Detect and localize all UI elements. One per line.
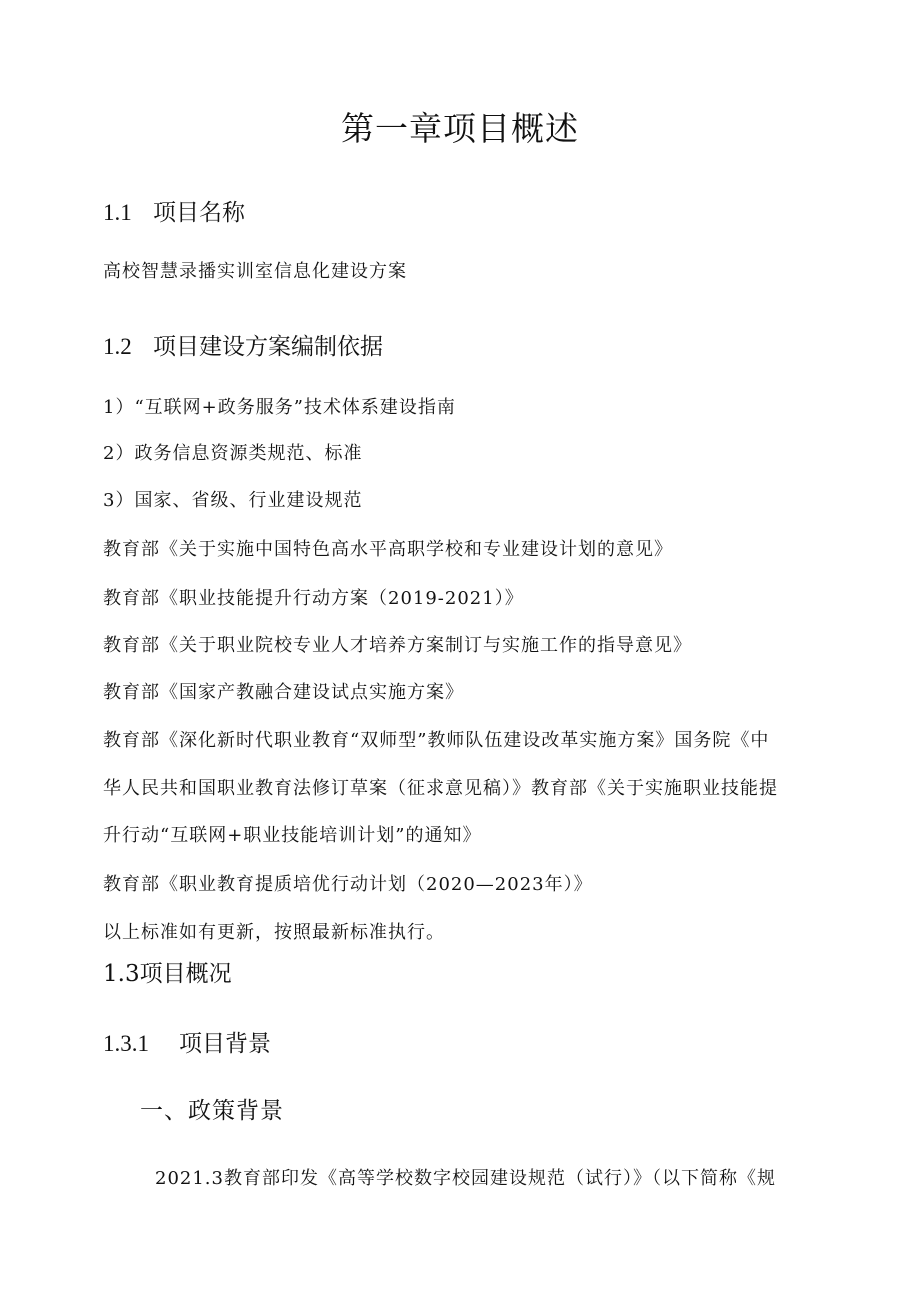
project-name-text: 高校智慧录播实训室信息化建设方案	[103, 261, 407, 282]
basis-line: 教育部《职业教育提质培优行动计划（2020—2023年）》	[103, 874, 593, 895]
section-title: 项目名称	[153, 200, 245, 226]
basis-line: 教育部《职业技能提升行动方案（2019-2021）》	[103, 588, 524, 609]
section-1-1-heading	[103, 201, 245, 225]
section-number: 1.2	[103, 334, 132, 359]
basis-line: 3）国家、省级、行业建设规范	[103, 490, 363, 511]
section-title: 项目建设方案编制依据	[153, 334, 383, 360]
basis-line: 2）政务信息资源类规范、标准	[103, 443, 363, 464]
section-number: 1.3.1	[103, 1031, 149, 1056]
section-1-3-1-heading	[103, 1032, 271, 1056]
policy-paragraph: 2021.3教育部印发《高等学校数字校园建设规范（试行）》（以下简称《规	[155, 1168, 776, 1189]
basis-line: 1）“互联网+政务服务”技术体系建设指南	[103, 397, 456, 418]
basis-line: 教育部《国家产教融合建设试点实施方案》	[103, 682, 464, 703]
basis-line: 升行动“互联网+职业技能培训计划”的通知》	[103, 825, 482, 846]
basis-line: 以上标准如有更新，按照最新标准执行。	[103, 922, 445, 943]
basis-line: 教育部《深化新时代职业教育“双师型”教师队伍建设改革实施方案》国务院《中	[103, 730, 770, 751]
chapter-title: 第一章项目概述	[341, 109, 579, 148]
basis-line: 教育部《关于实施中国特色高水平高职学校和专业建设计划的意见》	[103, 539, 673, 560]
section-heading-text: 1.3项目概况	[103, 961, 232, 987]
section-title: 项目背景	[179, 1031, 271, 1057]
policy-background-heading: 一、政策背景	[140, 1098, 284, 1124]
section-1-2-heading	[103, 335, 383, 359]
section-1-3-heading	[103, 963, 232, 986]
section-number: 1.1	[103, 200, 132, 225]
basis-line: 教育部《关于职业院校专业人才培养方案制订与实施工作的指导意见》	[103, 635, 692, 656]
basis-line: 华人民共和国职业教育法修订草案（征求意见稿）》教育部《关于实施职业技能提	[103, 778, 778, 799]
